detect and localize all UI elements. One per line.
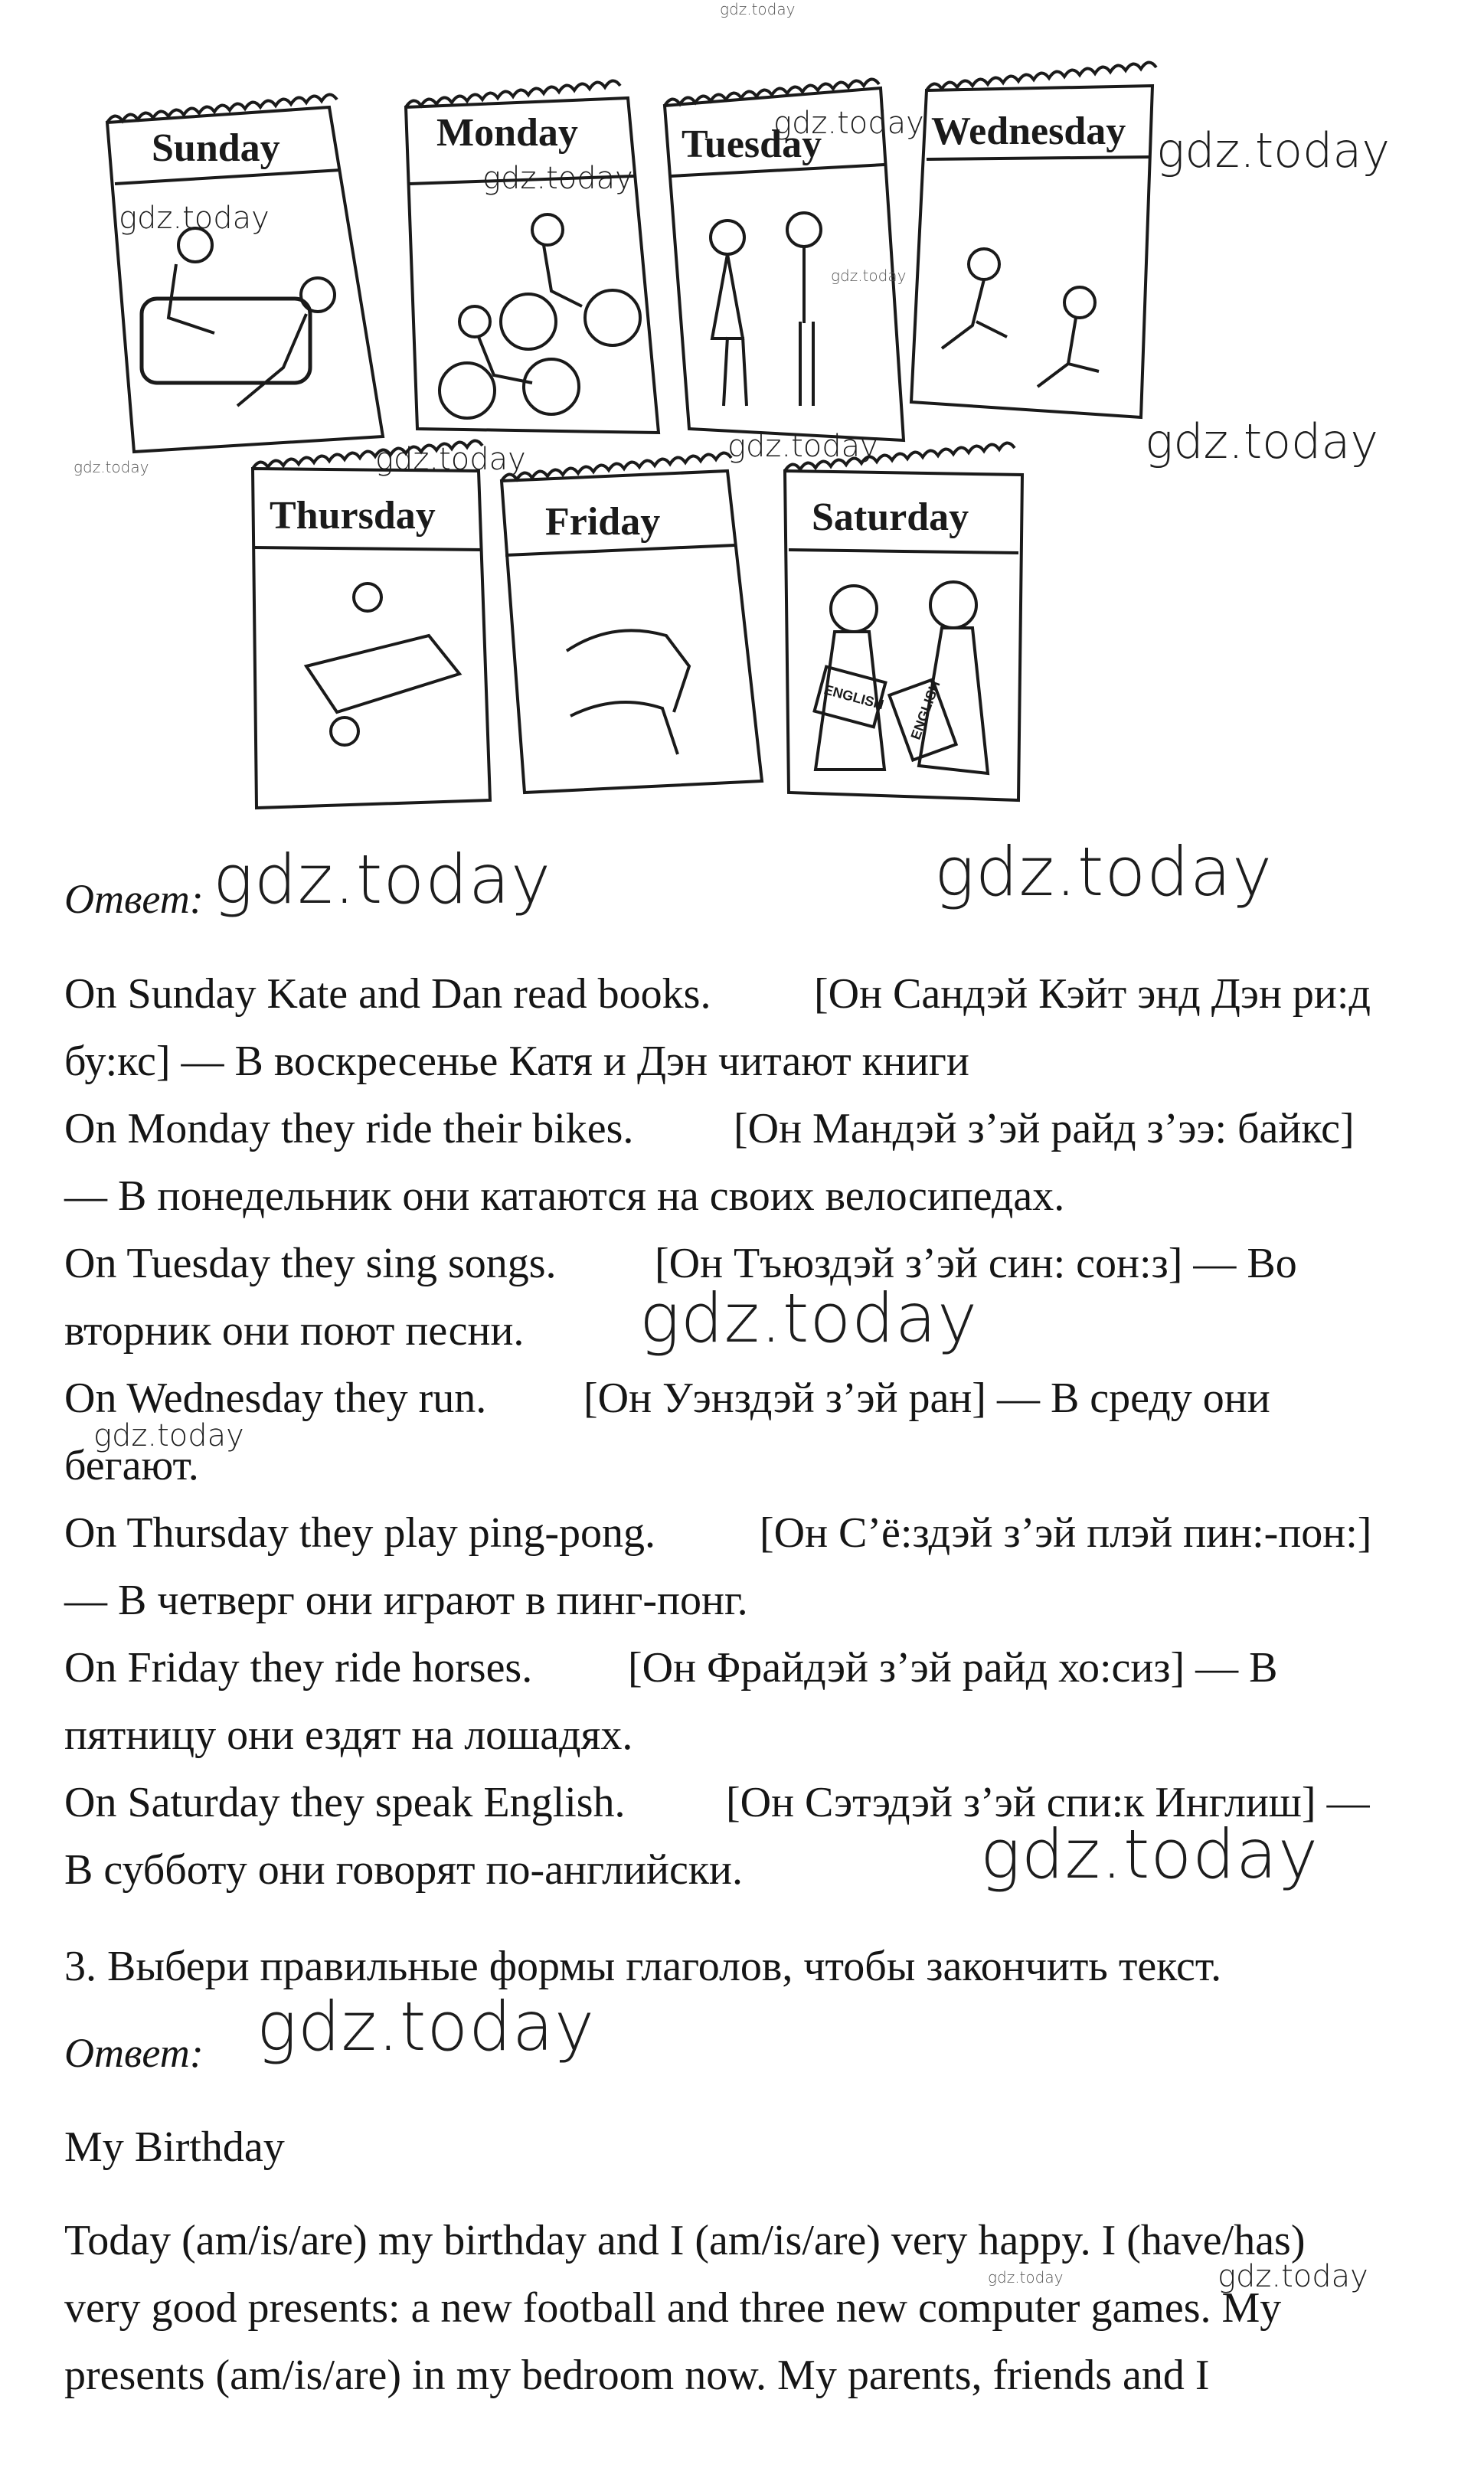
sentence-transcription: [Он Мандэй з’эй райд з’ээ: байкс]	[734, 1105, 1355, 1152]
sentence-transcription: [Он Уэнздэй з’эй ран] — В среду они	[583, 1375, 1270, 1422]
english-sign-right: ENGLISH	[907, 678, 943, 742]
day-title-tuesday: Tuesday	[682, 123, 822, 166]
watermark: gdz.today	[93, 1418, 244, 1453]
text-line: presents (am/is/are) in my bedroom now. My parents, friends and I	[64, 2352, 1210, 2399]
day-title-wednesday: Wednesday	[931, 110, 1126, 153]
watermark: gdz.today	[1218, 2259, 1368, 2294]
day-title-saturday: Saturday	[812, 495, 969, 539]
text-title: My Birthday	[64, 2123, 285, 2171]
sentence-transcription: [Он Сандэй Кэйт энд Дэн ри:д	[814, 970, 1371, 1018]
answer-label: Ответ:	[64, 876, 204, 922]
task-heading: 3. Выбери правильные формы глаголов, чтобы закончить текст.	[64, 1943, 1222, 1990]
watermark: gdz.today	[727, 429, 878, 464]
sentence-translation: бу:кс] — В воскресенье Катя и Дэн читают книги	[64, 1038, 969, 1085]
sentence-translation: В субботу они говорят по-английски.	[64, 1846, 743, 1894]
watermark: gdz.today	[74, 458, 149, 476]
watermark: gdz.today	[1156, 123, 1391, 178]
sentence-transcription: [Он С’ё:здэй з’эй плэй пин:-пон:]	[760, 1509, 1372, 1557]
text-line: very good presents: a new football and three new computer games. My	[64, 2284, 1282, 2332]
watermark: gdz.today	[257, 1987, 596, 2066]
sentence-en: On Wednesday they run.	[64, 1375, 487, 1422]
day-title-thursday: Thursday	[270, 494, 436, 538]
text-line: Today (am/is/are) my birthday and I (am/is/are) very happy. I (have/has)	[64, 2217, 1306, 2264]
watermark: gdz.today	[482, 161, 633, 196]
english-sign-left: ENGLISH	[822, 682, 886, 713]
watermark: gdz.today	[1145, 414, 1379, 469]
sentence-en: On Friday they ride horses.	[64, 1644, 533, 1692]
sentence-translation: бегают.	[64, 1442, 199, 1489]
day-title-monday: Monday	[436, 111, 578, 155]
day-title-friday: Friday	[545, 500, 661, 544]
watermark: gdz.today	[773, 106, 924, 141]
sentence-en: On Saturday they speak English.	[64, 1779, 626, 1826]
watermark: gdz.today	[639, 1279, 979, 1358]
sentence-translation: вторник они поют песни.	[64, 1307, 525, 1355]
sentence-translation: — В понедельник они катаются на своих велосипедах.	[64, 1172, 1065, 1220]
watermark: gdz.today	[988, 2268, 1064, 2287]
answer-label: Ответ:	[64, 2030, 204, 2076]
sentence-transcription: [Он Тъюздэй з’эй син: сон:з] — Во	[655, 1240, 1297, 1287]
sentence-transcription: [Он Фрайдэй з’эй райд хо:сиз] — В	[628, 1644, 1278, 1692]
watermark: gdz.today	[980, 1815, 1319, 1894]
sentence-en: On Tuesday they sing songs.	[64, 1240, 557, 1287]
sentence-transcription: [Он Сэтэдэй з’эй спи:к Инглиш] —	[726, 1779, 1370, 1826]
sentence-en: On Sunday Kate and Dan read books.	[64, 970, 711, 1018]
sentence-translation: пятницу они ездят на лошадях.	[64, 1711, 633, 1759]
watermark: gdz.today	[934, 832, 1273, 911]
sentence-en: On Thursday they play ping-pong.	[64, 1509, 655, 1557]
watermark: gdz.today	[720, 0, 796, 18]
sentence-translation: — В четверг они играют в пинг-понг.	[64, 1577, 748, 1624]
watermark: gdz.today	[375, 442, 526, 477]
day-title-sunday: Sunday	[152, 126, 280, 170]
sentence-en: On Monday they ride their bikes.	[64, 1105, 634, 1152]
watermark: gdz.today	[213, 840, 552, 919]
watermark: gdz.today	[119, 201, 270, 236]
watermark: gdz.today	[831, 266, 907, 285]
